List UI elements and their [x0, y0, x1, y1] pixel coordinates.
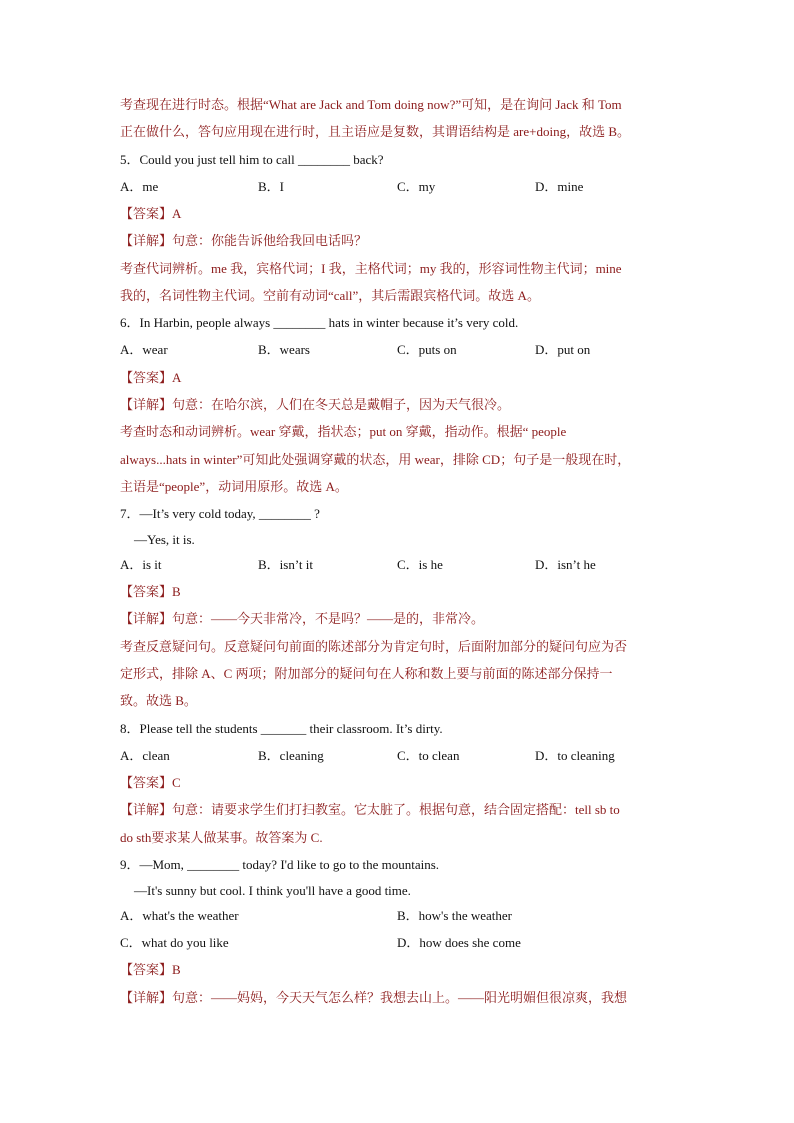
- option-d: D．mine: [535, 179, 584, 194]
- option-b: B．cleaning: [258, 748, 324, 763]
- detail-line: 【详解】句意：——妈妈，今天天气怎么样？我想去山上。——阳光明媚但很凉爽，我想: [120, 990, 628, 1005]
- option-b: B．I: [258, 179, 285, 194]
- option-c: C．is he: [397, 557, 443, 572]
- detail-line: 【详解】句意：请要求学生们打扫教室。它太脏了。根据句意，结合固定搭配：tell sb to: [120, 802, 620, 817]
- option-a: A．clean: [120, 748, 170, 763]
- option-d: D．put on: [535, 342, 591, 357]
- option-b: B．how's the weather: [397, 908, 512, 923]
- option-c: C．to clean: [397, 748, 460, 763]
- option-c: C．puts on: [397, 342, 457, 357]
- answer-label: 【答案】A: [120, 370, 182, 385]
- question-9: 9．—Mom, ________ today? I'd like to go to the mountains.: [120, 857, 440, 872]
- answer-label: 【答案】B: [120, 584, 181, 599]
- option-a: A．what's the weather: [120, 908, 239, 923]
- explanation-line: 正在做什么，答句应用现在进行时，且主语应是复数，其谓语结构是 are+doing，故选 B。: [120, 124, 630, 139]
- option-a: A．me: [120, 179, 159, 194]
- option-a: A．is it: [120, 557, 162, 572]
- answer-label: 【答案】A: [120, 206, 182, 221]
- detail-line: 【详解】句意：在哈尔滨，人们在冬天总是戴帽子，因为天气很冷。: [120, 397, 511, 412]
- question-9-reply: —It's sunny but cool. I think you'll have a good time.: [134, 883, 411, 898]
- question-6: 6．In Harbin, people always ________ hats in winter because it’s very cold.: [120, 315, 519, 330]
- option-b: B．wears: [258, 342, 310, 357]
- detail-line: 【详解】句意：——今天非常冷，不是吗？——是的，非常冷。: [120, 611, 485, 626]
- option-c: C．my: [397, 179, 436, 194]
- option-d: D．isn’t he: [535, 557, 596, 572]
- detail-line: always...hats in winter”可知此处强调穿戴的状态，用 wear，排除 CD；句子是一般现在时，: [120, 452, 631, 467]
- detail-line: 定形式，排除 A、C 两项；附加部分的疑问句在人称和数上要与前面的陈述部分保持一: [120, 666, 613, 681]
- question-7: 7．—It’s very cold today, ________ ?: [120, 506, 320, 521]
- question-8: 8．Please tell the students _______ their classroom. It’s dirty.: [120, 721, 443, 736]
- option-c: C．what do you like: [120, 935, 229, 950]
- question-5: 5．Could you just tell him to call ________ back?: [120, 152, 384, 167]
- option-d: D．how does she come: [397, 935, 521, 950]
- question-7-reply: —Yes, it is.: [134, 532, 195, 547]
- option-d: D．to cleaning: [535, 748, 615, 763]
- answer-label: 【答案】C: [120, 775, 181, 790]
- option-b: B．isn’t it: [258, 557, 314, 572]
- detail-line: 考查反意疑问句。反意疑问句前面的陈述部分为肯定句时，后面附加部分的疑问句应为否: [120, 639, 628, 654]
- detail-line: 【详解】句意：你能告诉他给我回电话吗？: [120, 233, 368, 248]
- answer-label: 【答案】B: [120, 962, 181, 977]
- detail-line: 主语是“people”，动词用原形。故选 A。: [120, 479, 348, 494]
- detail-line: 致。故选 B。: [120, 693, 197, 708]
- option-a: A．wear: [120, 342, 168, 357]
- detail-line: 我的，名词性物主代词。空前有动词“call”，其后需跟宾格代词。故选 A。: [120, 288, 540, 303]
- detail-line: do sth要求某人做某事。故答案为 C.: [120, 830, 323, 845]
- detail-line: 考查时态和动词辨析。wear 穿戴，指状态；put on 穿戴，指动作。根据“ people: [120, 424, 567, 439]
- explanation-line: 考查现在进行时态。根据“What are Jack and Tom doing now?”可知，是在询问 Jack 和 Tom: [120, 97, 622, 112]
- detail-line: 考查代词辨析。me 我，宾格代词；I 我，主格代词；my 我的，形容词性物主代词；mine: [120, 261, 622, 276]
